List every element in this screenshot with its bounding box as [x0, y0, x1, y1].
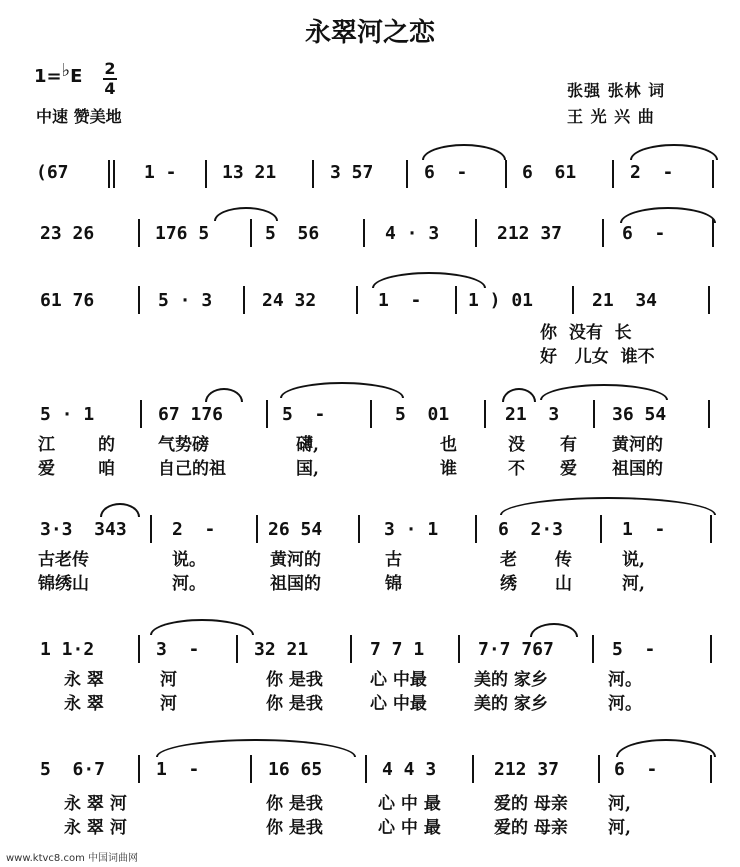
- measure: 5 · 1: [40, 404, 95, 425]
- barline: [138, 219, 140, 247]
- lyric: 你 是我: [266, 818, 323, 838]
- measure: 7·7 767: [478, 639, 554, 660]
- barline: [256, 515, 258, 543]
- tie-arc: [150, 619, 254, 635]
- measure: 23 26: [40, 223, 95, 244]
- measure: 1 -: [622, 519, 666, 540]
- lyric: 祖国的: [612, 459, 663, 479]
- barline: [350, 635, 352, 663]
- barline: [458, 635, 460, 663]
- lyric-line-1: 你 没有 长: [540, 323, 632, 343]
- measure: 13 21: [222, 162, 277, 183]
- barline: [312, 160, 314, 188]
- barline: [472, 755, 474, 783]
- measure: 67 176: [158, 404, 224, 425]
- lyricist-credit: 张强 张林 词: [567, 81, 666, 100]
- barline: [250, 219, 252, 247]
- tie-arc: [422, 144, 506, 160]
- barline: [475, 219, 477, 247]
- tie-arc: [500, 497, 716, 515]
- tie-arc: [502, 388, 536, 402]
- barline: [612, 160, 614, 188]
- lyric: 不: [508, 459, 525, 479]
- lyric: 黄河的: [270, 550, 321, 570]
- measure: 3 -: [156, 639, 200, 660]
- lyric: 谁: [440, 459, 457, 479]
- measure: 1 -: [156, 759, 200, 780]
- lyric: 锦绣山: [38, 574, 89, 594]
- barline: [593, 400, 595, 428]
- lyric: 河: [160, 670, 177, 690]
- tie-arc: [630, 144, 718, 160]
- song-title: 永翠河之恋: [304, 18, 435, 48]
- barline: [250, 755, 252, 783]
- triplet-arc: [205, 388, 243, 402]
- lyric: 气势磅: [158, 435, 209, 455]
- barline: [406, 160, 408, 188]
- measure: 212 37: [497, 223, 563, 244]
- barline: [484, 400, 486, 428]
- barline: [243, 286, 245, 314]
- lyric: 山: [555, 574, 572, 594]
- composer-credit: 王 光 兴 曲: [567, 107, 655, 126]
- tie-arc: [280, 382, 404, 398]
- barline: [505, 160, 507, 188]
- tie-arc: [616, 739, 716, 757]
- measure: 6 61: [522, 162, 577, 183]
- lyric: 心 中 最: [378, 794, 441, 814]
- measure: 4 4 3: [382, 759, 437, 780]
- lyric: 说。: [172, 550, 206, 570]
- measure: 32 21: [254, 639, 309, 660]
- lyric: 爱: [560, 459, 577, 479]
- measure: 16 65: [268, 759, 323, 780]
- measure: 21 3: [505, 404, 560, 425]
- barline: [205, 160, 207, 188]
- key-note: E: [70, 66, 83, 87]
- barline: [266, 400, 268, 428]
- lyric: 自己的祖: [158, 459, 226, 479]
- lyric: 美的 家乡: [474, 694, 548, 714]
- measure: 176 5: [155, 223, 210, 244]
- lyric: 传: [555, 550, 572, 570]
- lyric: 礴,: [296, 435, 319, 455]
- key-signature: [34, 60, 83, 87]
- measure: 3·3 343: [40, 519, 127, 540]
- lyric: 国,: [296, 459, 319, 479]
- barline: [572, 286, 574, 314]
- lyric: 爱的 母亲: [494, 818, 568, 838]
- measure: 6 -: [622, 223, 666, 244]
- lyric: 永 翠: [64, 670, 104, 690]
- lyric: 江: [38, 435, 55, 455]
- barline: [113, 160, 115, 188]
- barline: [600, 515, 602, 543]
- measure: 61 76: [40, 290, 95, 311]
- tie-arc: [540, 384, 668, 400]
- barline: [710, 755, 712, 783]
- measure: 26 54: [268, 519, 323, 540]
- barline: [140, 400, 142, 428]
- lyric: 古: [385, 550, 402, 570]
- measure: 21 34: [592, 290, 658, 311]
- lyric: 没: [508, 435, 525, 455]
- lyric: 永 翠 河: [64, 818, 127, 838]
- barline: [712, 160, 714, 188]
- lyric: 绣: [500, 574, 517, 594]
- lyric: 永 翠: [64, 694, 104, 714]
- lyric: 河,: [608, 818, 631, 838]
- barline: [598, 755, 600, 783]
- lyric: 祖国的: [270, 574, 321, 594]
- lyric: 也: [440, 435, 457, 455]
- lyric: 你 是我: [266, 694, 323, 714]
- barline: [592, 635, 594, 663]
- lyric: 河。: [608, 670, 642, 690]
- measure: (67: [36, 162, 69, 183]
- lyric: 爱的 母亲: [494, 794, 568, 814]
- lyric: 河,: [622, 574, 645, 594]
- measure: 24 32: [262, 290, 317, 311]
- measure: 1 -: [144, 162, 177, 183]
- triplet-arc: [100, 503, 140, 517]
- measure: 5 6·7: [40, 759, 106, 780]
- time-top: 2: [104, 59, 116, 78]
- barline: [236, 635, 238, 663]
- lyric: 的: [98, 435, 115, 455]
- lyric: 美的 家乡: [474, 670, 548, 690]
- barline: [363, 219, 365, 247]
- tie-arc: [372, 272, 486, 288]
- barline: [150, 515, 152, 543]
- measure: 5 -: [282, 404, 326, 425]
- measure: 6 -: [424, 162, 468, 183]
- lyric: 河,: [608, 794, 631, 814]
- time-bottom: 4: [104, 79, 116, 98]
- barline: [708, 400, 710, 428]
- barline: [475, 515, 477, 543]
- barline: [455, 286, 457, 314]
- measure: 5 56: [265, 223, 320, 244]
- lyric: 锦: [385, 574, 402, 594]
- barline: [108, 160, 110, 188]
- barline: [138, 755, 140, 783]
- measure: 1 ) 01: [468, 290, 534, 311]
- measure: 5 01: [395, 404, 450, 425]
- barline: [710, 515, 712, 543]
- triplet-arc: [530, 623, 578, 637]
- measure: 5 · 3: [158, 290, 213, 311]
- measure: 3 · 1: [384, 519, 439, 540]
- measure: 6 2·3: [498, 519, 564, 540]
- lyric: 爱: [38, 459, 55, 479]
- measure: 1 1·2: [40, 639, 95, 660]
- barline: [602, 219, 604, 247]
- barline: [138, 286, 140, 314]
- lyric: 河: [160, 694, 177, 714]
- barline: [138, 635, 140, 663]
- lyric: 咱: [98, 459, 115, 479]
- lyric: 说,: [622, 550, 645, 570]
- key-prefix: 1=: [34, 66, 62, 87]
- lyric: 心 中最: [370, 694, 427, 714]
- lyric: 河。: [608, 694, 642, 714]
- measure: 6 -: [614, 759, 658, 780]
- barline: [356, 286, 358, 314]
- measure: 36 54: [612, 404, 667, 425]
- measure: 3 57: [330, 162, 374, 183]
- lyric: 老: [500, 550, 517, 570]
- barline: [708, 286, 710, 314]
- barline: [712, 219, 714, 247]
- tie-arc: [214, 207, 278, 221]
- measure: 1 -: [378, 290, 422, 311]
- tempo-marking: 中速 赞美地: [36, 107, 122, 126]
- time-signature: [101, 60, 119, 98]
- barline: [358, 515, 360, 543]
- lyric: 有: [560, 435, 577, 455]
- measure: 7 7 1: [370, 639, 425, 660]
- barline: [710, 635, 712, 663]
- measure: 2 -: [630, 162, 674, 183]
- lyric: 你 是我: [266, 794, 323, 814]
- measure: 4 · 3: [385, 223, 440, 244]
- measure: 2 -: [172, 519, 216, 540]
- barline: [370, 400, 372, 428]
- lyric: 河。: [172, 574, 206, 594]
- measure: 212 37: [494, 759, 560, 780]
- flat-icon: ♭: [61, 60, 71, 81]
- tie-arc: [620, 207, 716, 223]
- barline: [365, 755, 367, 783]
- lyric: 永 翠 河: [64, 794, 127, 814]
- tie-arc: [156, 739, 356, 757]
- lyric: 黄河的: [612, 435, 663, 455]
- lyric: 古老传: [38, 550, 89, 570]
- website-footer: www.ktvc8.com 中国词曲网: [6, 853, 139, 864]
- lyric: 心 中 最: [378, 818, 441, 838]
- measure: 5 -: [612, 639, 656, 660]
- lyric-line-2: 好 儿女 谁不: [540, 347, 655, 367]
- lyric: 心 中最: [370, 670, 427, 690]
- lyric: 你 是我: [266, 670, 323, 690]
